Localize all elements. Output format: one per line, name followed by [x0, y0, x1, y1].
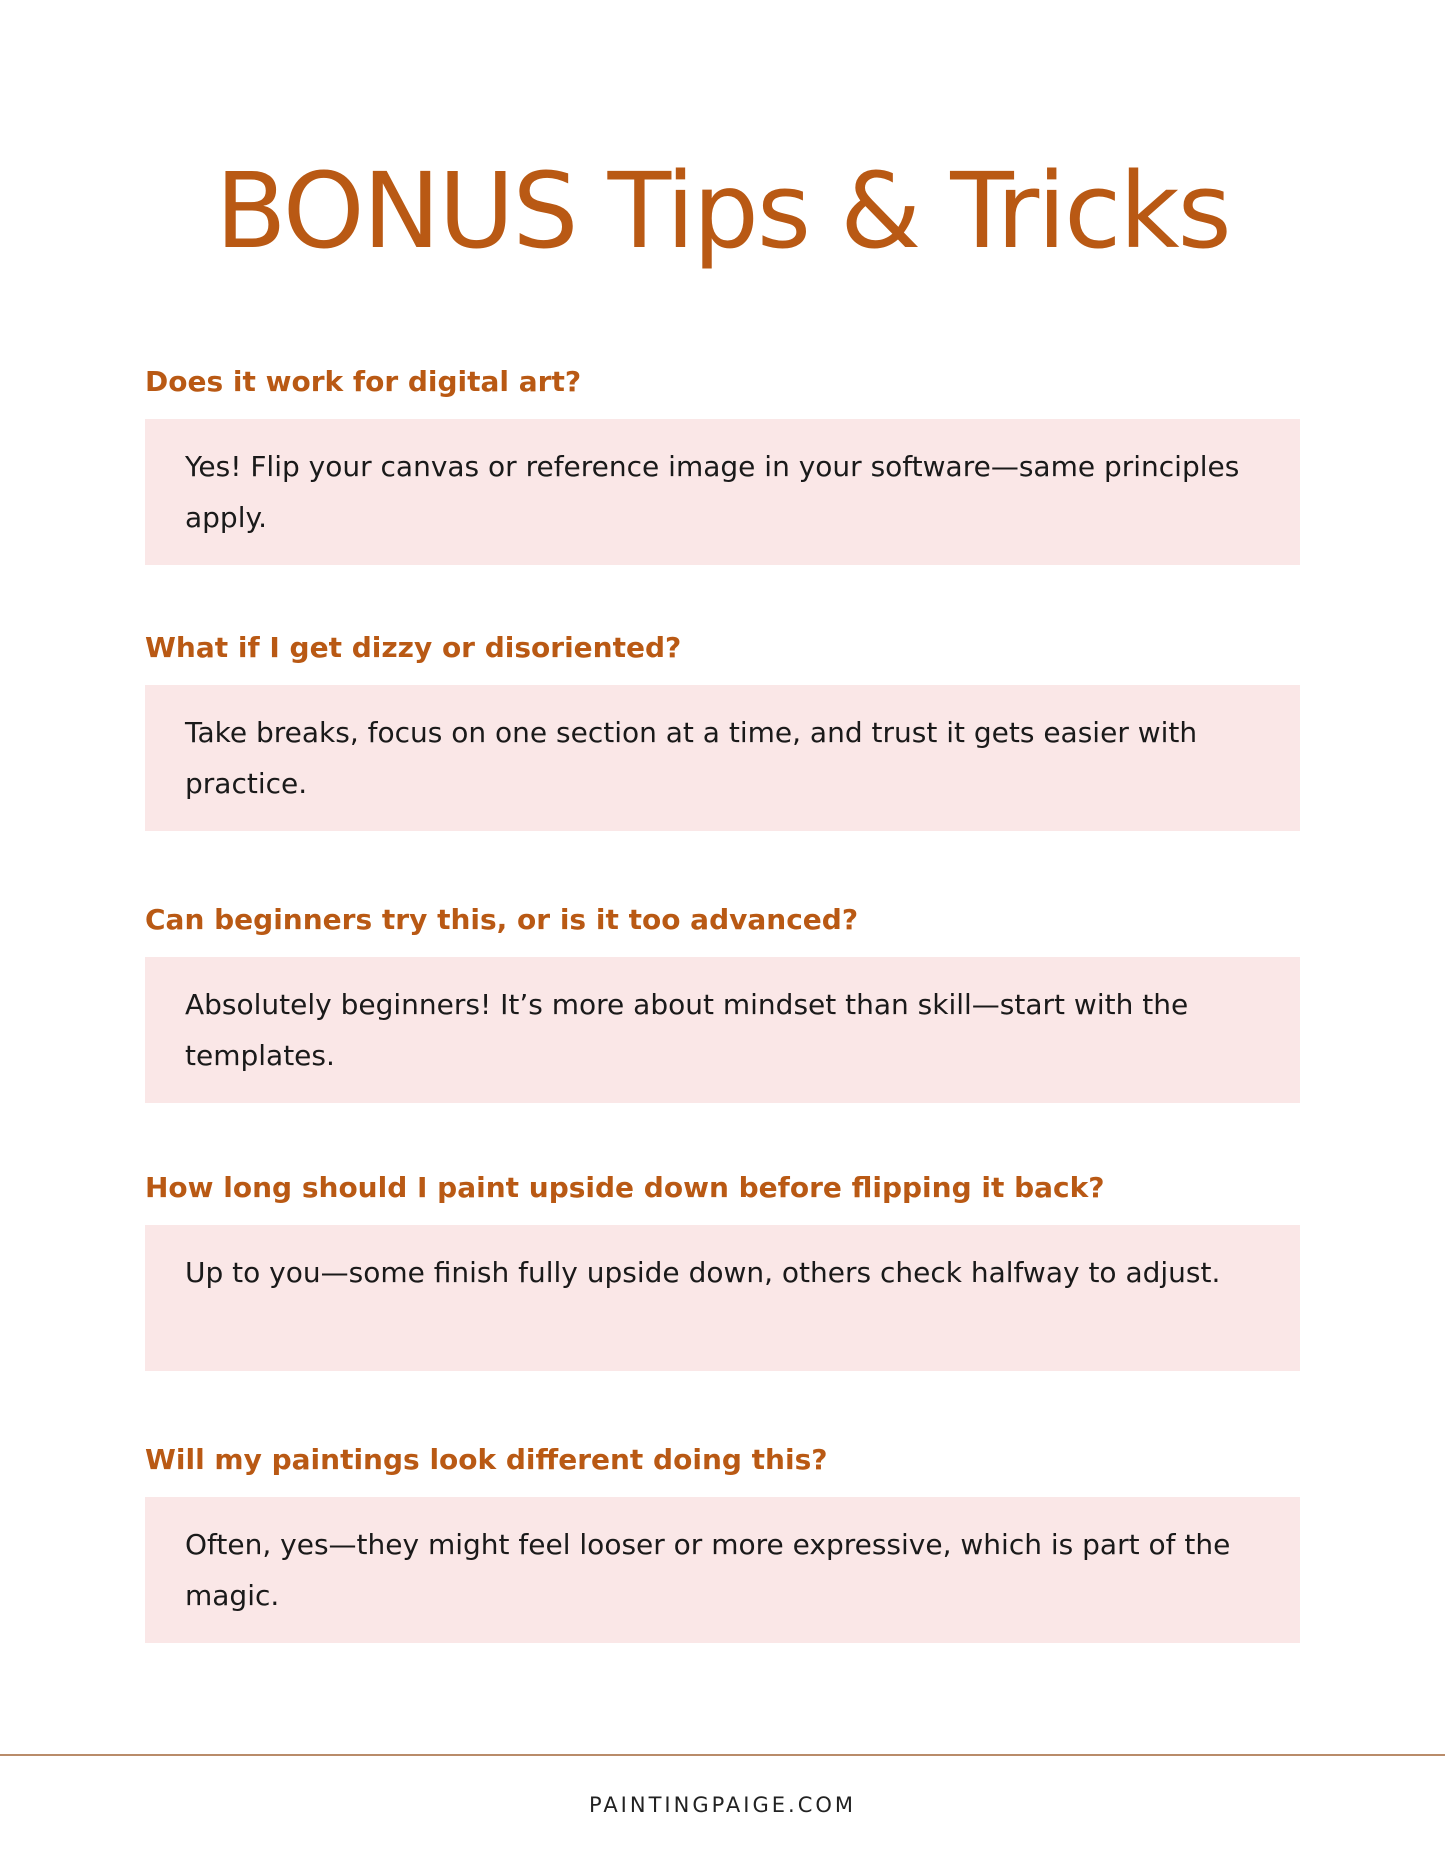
faq-question: Does it work for digital art? — [145, 365, 582, 398]
faq-answer: Absolutely beginners! It’s more about mindset than skill—start with the templates. — [185, 988, 1189, 1072]
faq-item — [145, 628, 1300, 800]
faq-item — [145, 900, 1300, 1072]
faq-item — [145, 1440, 1300, 1612]
faq-item — [145, 1168, 1300, 1289]
faq-answer-box — [145, 685, 1300, 831]
faq-answer-box — [145, 1497, 1300, 1643]
footer-website: PAINTINGPAIGE.COM — [589, 1793, 856, 1817]
faq-answer: Often, yes—they might feel looser or more expressive, which is part of the magic. — [185, 1528, 1231, 1612]
footer-divider — [0, 1754, 1445, 1756]
faq-answer-box — [145, 957, 1300, 1103]
faq-question: How long should I paint upside down before flipping it back? — [145, 1171, 1105, 1204]
page-title: BONUS Tips & Tricks — [215, 150, 1230, 272]
faq-question: Can beginners try this, or is it too advanced? — [145, 903, 859, 936]
faq-answer-box — [145, 1225, 1300, 1371]
faq-answer: Take breaks, focus on one section at a time, and trust it gets easier with practice. — [185, 716, 1198, 800]
faq-item — [145, 362, 1300, 534]
faq-question: Will my paintings look different doing this? — [145, 1443, 828, 1476]
faq-answer: Up to you—some finish fully upside down, others check halfway to adjust. — [185, 1256, 1221, 1289]
faq-answer-box — [145, 419, 1300, 565]
faq-answer: Yes! Flip your canvas or reference image in your software—same principles apply. — [185, 450, 1240, 534]
faq-question: What if I get dizzy or disoriented? — [145, 631, 682, 664]
